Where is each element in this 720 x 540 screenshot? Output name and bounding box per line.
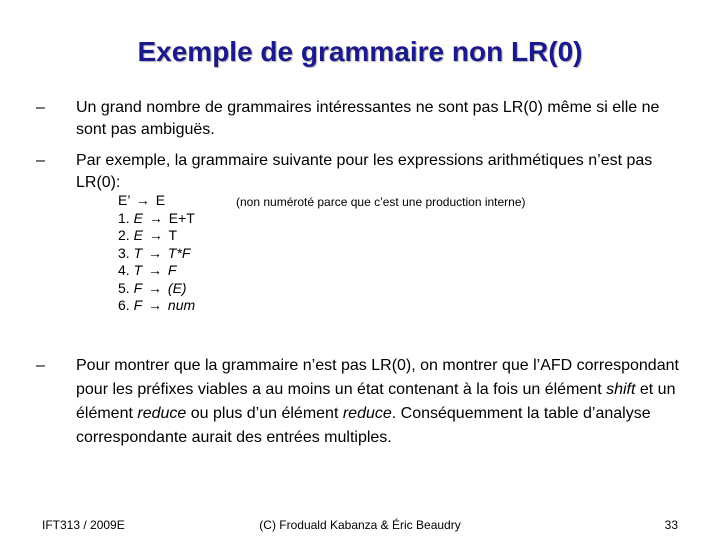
production-lhs: E — [133, 227, 143, 243]
production-lhs: F — [133, 279, 143, 296]
production-number: 5. — [118, 279, 130, 296]
bullet-dash: – — [36, 357, 45, 374]
production-rhs: T*F — [167, 244, 191, 261]
production-rhs: E+T — [168, 209, 195, 226]
bullet-text: Un grand nombre de grammaires intéressantes ne sont pas LR(0) même si elle ne sont pas ambiguës. — [76, 99, 660, 138]
arrow-icon: → — [148, 262, 163, 278]
grammar-productions — [118, 192, 195, 315]
production-number: 2. — [118, 227, 130, 243]
footer-course: IFT313 / 2009E — [42, 518, 125, 532]
bullet-text: Par exemple, la grammaire suivante pour les expressions arithmétiques n’est pas LR(0): — [76, 152, 653, 191]
production-3 — [118, 245, 195, 263]
arrow-icon: → — [148, 244, 163, 261]
production-rhs: F — [167, 262, 177, 278]
production-lhs: E’ — [118, 192, 130, 208]
production-rhs: E — [155, 192, 166, 208]
production-2 — [118, 227, 195, 245]
production-note: (non numéroté parce que c’est une production interne) — [236, 195, 526, 209]
production-rhs: (E) — [167, 279, 187, 296]
page-number: 33 — [664, 518, 678, 532]
production-rhs: num — [167, 297, 196, 313]
arrow-icon: → — [148, 279, 163, 296]
text-part: ou plus d’un élément — [186, 405, 343, 422]
production-5 — [118, 280, 195, 298]
arrow-icon: → — [148, 297, 163, 313]
slide-title: Exemple de grammaire non LR(0) — [137, 36, 583, 67]
production-lhs: T — [133, 262, 143, 278]
term-reduce: reduce — [342, 405, 392, 422]
production-number: 6. — [118, 297, 130, 313]
text-part: et un élément — [76, 381, 676, 422]
production-6 — [118, 297, 195, 315]
bullet-dash: – — [36, 152, 45, 169]
arrow-icon: → — [148, 227, 163, 243]
bullet-text — [76, 354, 686, 450]
production-rhs: T — [168, 227, 178, 243]
production-lhs: E — [133, 209, 143, 226]
bullet-dash: – — [36, 99, 45, 116]
bullet-1 — [36, 97, 686, 141]
production-number: 4. — [118, 262, 130, 278]
bullet-2 — [36, 150, 686, 194]
production-lhs: F — [133, 297, 143, 313]
production-lhs: T — [133, 244, 143, 261]
term-shift: shift — [606, 381, 636, 398]
arrow-icon: → — [135, 192, 150, 208]
text-part: . Conséquemment la table d’analyse correspondante aurait des entrées multiples. — [76, 405, 651, 446]
arrow-icon: → — [148, 209, 163, 226]
production-number: 3. — [118, 244, 130, 261]
production-0 — [118, 192, 195, 210]
production-1 — [118, 210, 195, 228]
footer-copyright: (C) Froduald Kabanza & Éric Beaudry — [259, 518, 461, 532]
production-number: 1. — [118, 209, 130, 226]
production-4 — [118, 262, 195, 280]
term-reduce: reduce — [137, 405, 187, 422]
text-part: Pour montrer que la grammaire n’est pas LR(0), on montrer que l’AFD correspondant pour les préfixes viables a au moins un état contenant à la fois un élément — [76, 357, 679, 398]
bullet-3 — [36, 354, 686, 450]
